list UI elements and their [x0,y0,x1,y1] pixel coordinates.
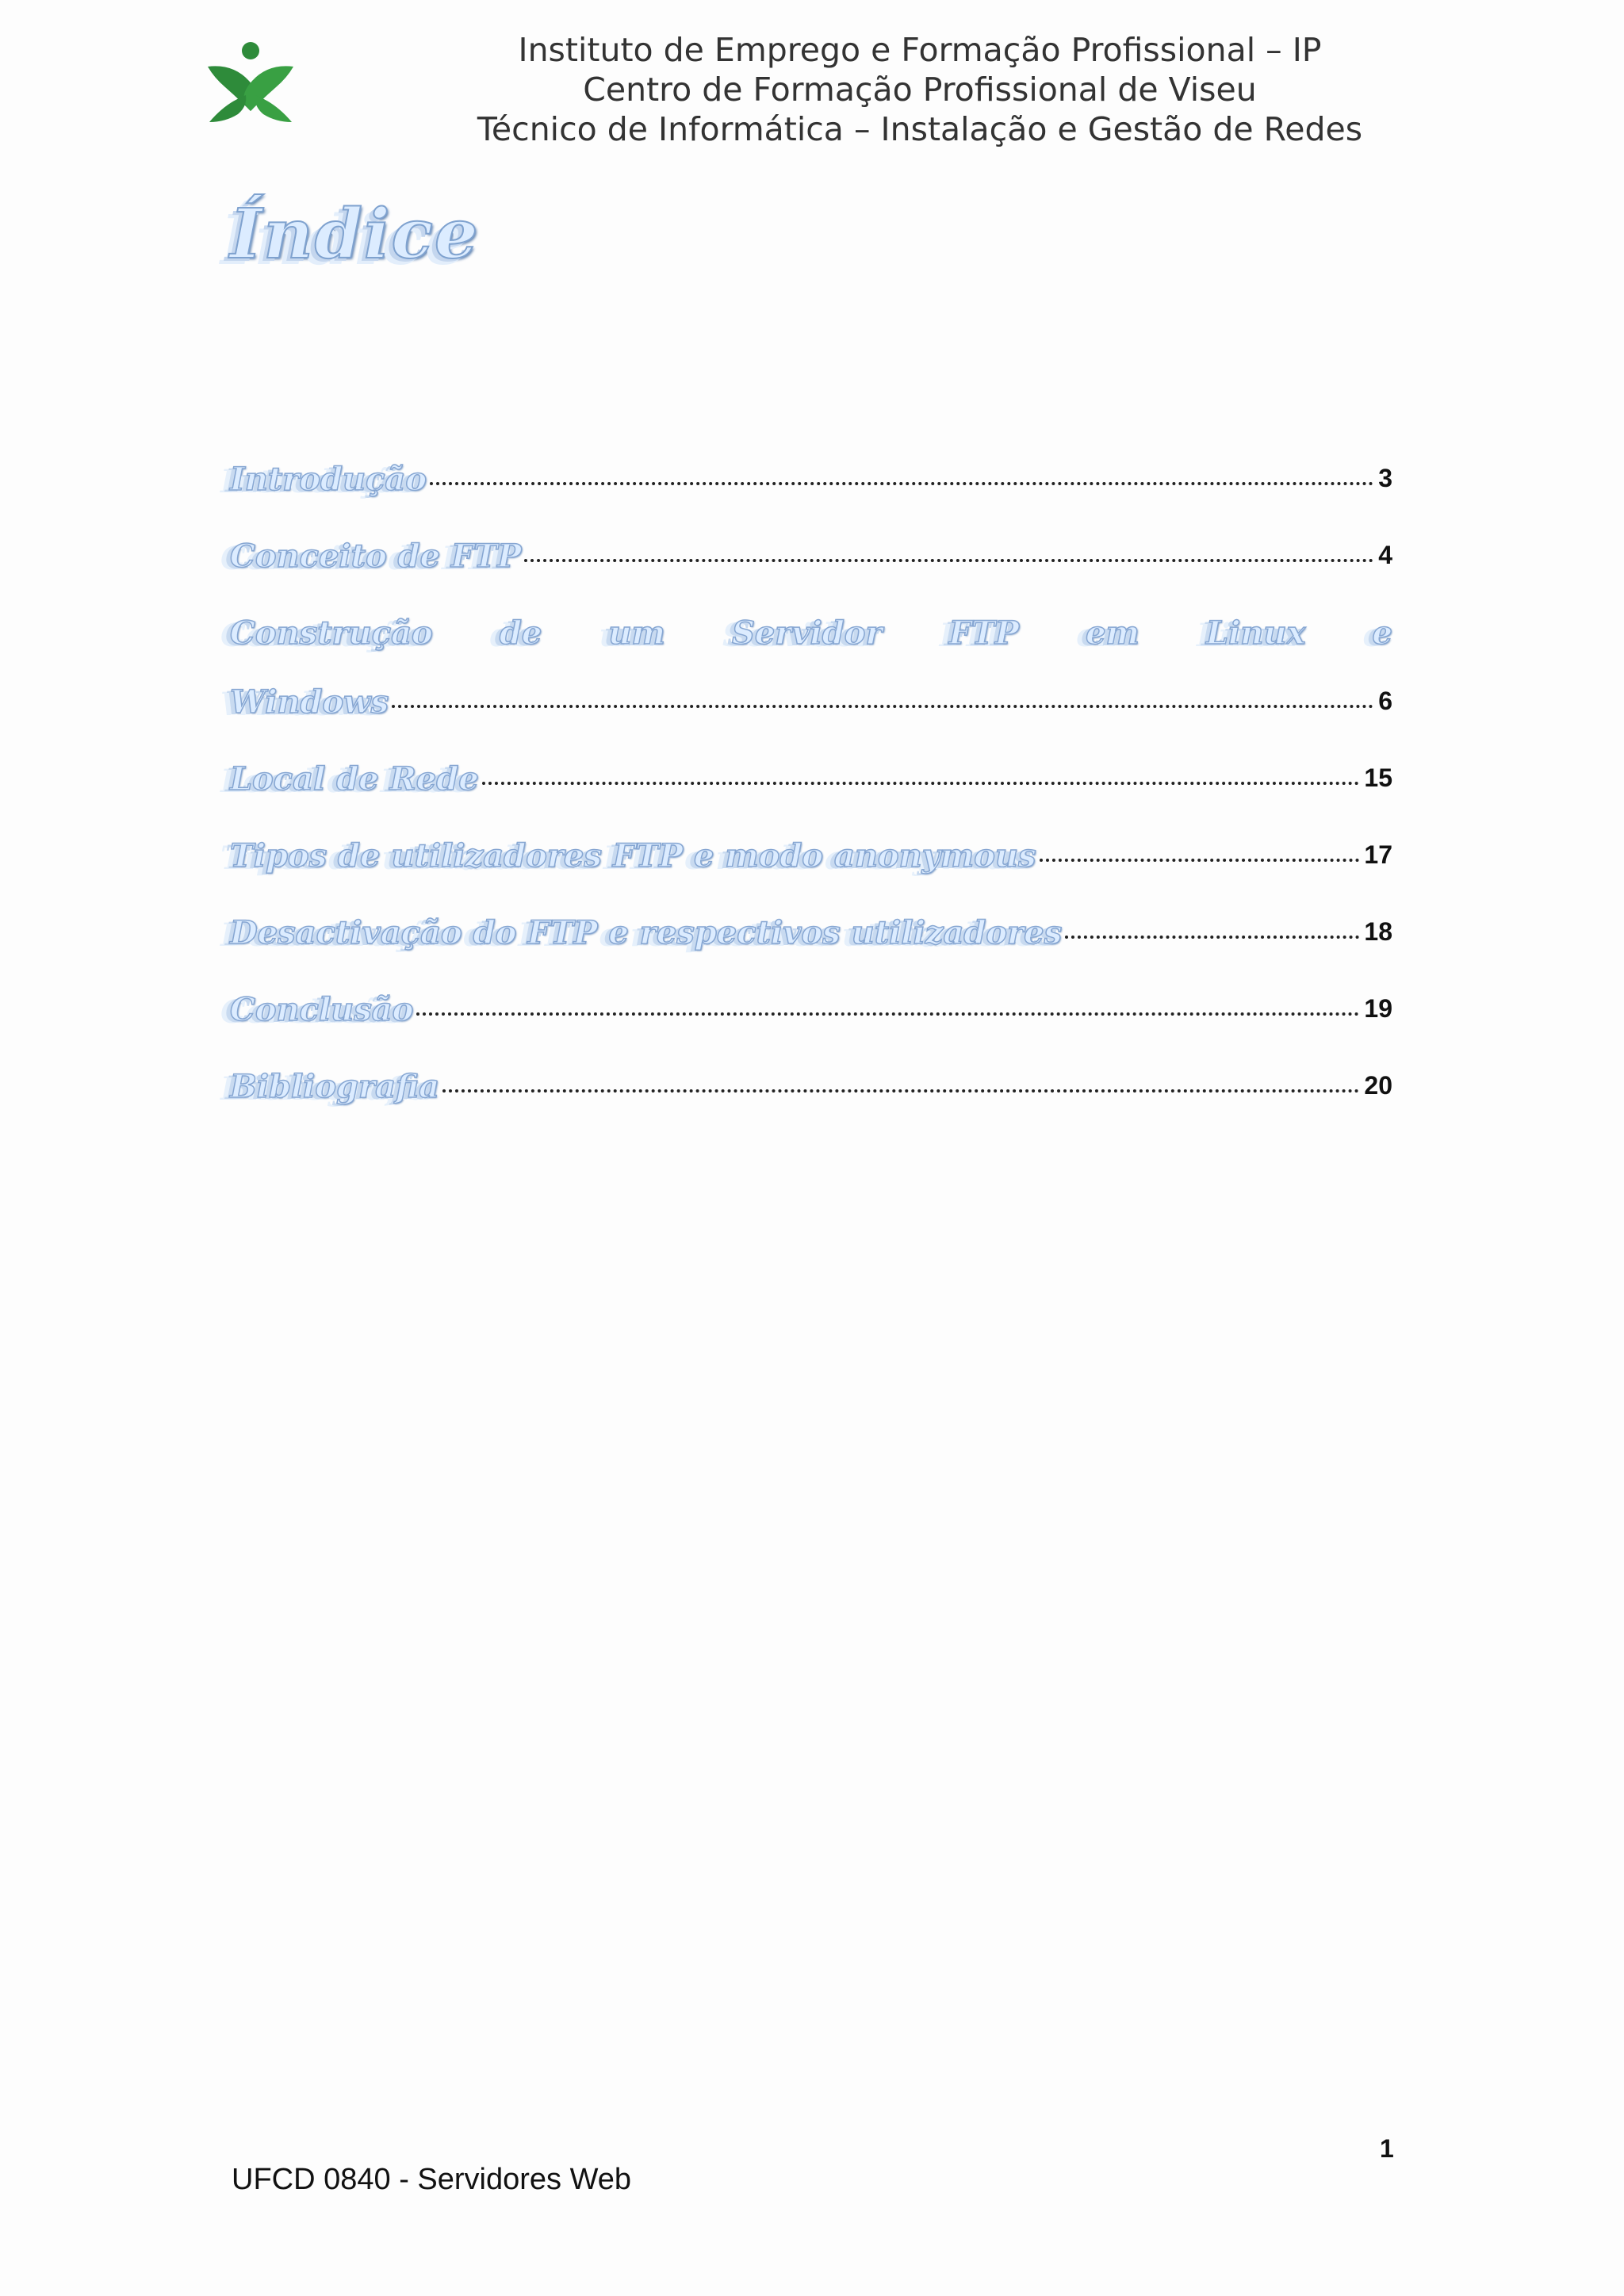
header-course: Técnico de Informática – Instalação e Gestão de Redes [477,110,1363,148]
toc-entry-page: 3 [1378,464,1392,492]
toc-entry-desactivacao-ftp[interactable] [230,897,1392,951]
toc-entry-label-line [230,598,1392,652]
toc-entry-page: 20 [1364,1071,1392,1100]
toc-entry-local-de-rede[interactable] [230,744,1392,798]
document-header [341,30,1499,149]
dot-leader [442,1089,1359,1093]
toc-entry-introducao[interactable] [230,444,1392,498]
toc-entry-label: Desactivação do FTP e respectivos utilizadores [230,914,1063,951]
header-centre: Centro de Formação Profissional de Viseu [583,71,1257,109]
dot-leader [392,705,1373,708]
dot-leader [482,782,1360,785]
toc-entry-page: 17 [1364,840,1392,869]
toc-word: Linux [1205,614,1306,652]
dot-leader [1065,936,1359,939]
iefp-logo [201,40,300,127]
dot-leader [416,1012,1359,1016]
toc-entry-label: Conceito de FTP [230,538,522,575]
toc-entry-label: Conclusão [230,991,414,1028]
toc-entry-page: 15 [1364,763,1392,792]
toc-entry-label: Local de Rede [230,760,479,798]
toc-word: Servidor [731,614,883,652]
toc-entry-page: 6 [1378,687,1392,715]
toc-entry-tipos-utilizadores[interactable] [230,821,1392,874]
dot-leader [1040,859,1360,862]
toc-entry-page: 4 [1378,541,1392,569]
dot-leader [524,559,1373,562]
page-number: 1 [1380,2134,1394,2163]
toc-entry-bibliografia[interactable] [230,1051,1392,1105]
toc-word: de [499,614,542,652]
toc-entry-label: Bibliografia [230,1068,440,1105]
table-of-contents [230,444,1392,1105]
toc-word: Construção [230,614,433,652]
toc-entry-conceito-ftp[interactable] [230,521,1392,575]
toc-word: em [1086,614,1139,652]
footer-course-label: UFCD 0840 - Servidores Web [232,2163,632,2196]
toc-word: e [1372,614,1392,652]
header-institute: Instituto de Emprego e Formação Profissional – IP [518,31,1322,69]
toc-entry-label: Tipos de utilizadores FTP e modo anonymous [230,837,1036,874]
toc-word: um [608,614,665,652]
toc-entry-page: 18 [1364,917,1392,946]
page-title: Índice [230,194,480,274]
toc-entry-label: Windows [230,683,389,721]
toc-entry-construcao-servidor[interactable] [230,598,1392,721]
iefp-logo-icon [201,40,300,127]
toc-entry-page: 19 [1364,994,1392,1023]
toc-entry-continuation-line [230,667,1392,721]
toc-entry-label: Introdução [230,461,427,498]
dot-leader [430,482,1373,485]
toc-entry-conclusao[interactable] [230,974,1392,1028]
toc-word: FTP [948,614,1019,652]
